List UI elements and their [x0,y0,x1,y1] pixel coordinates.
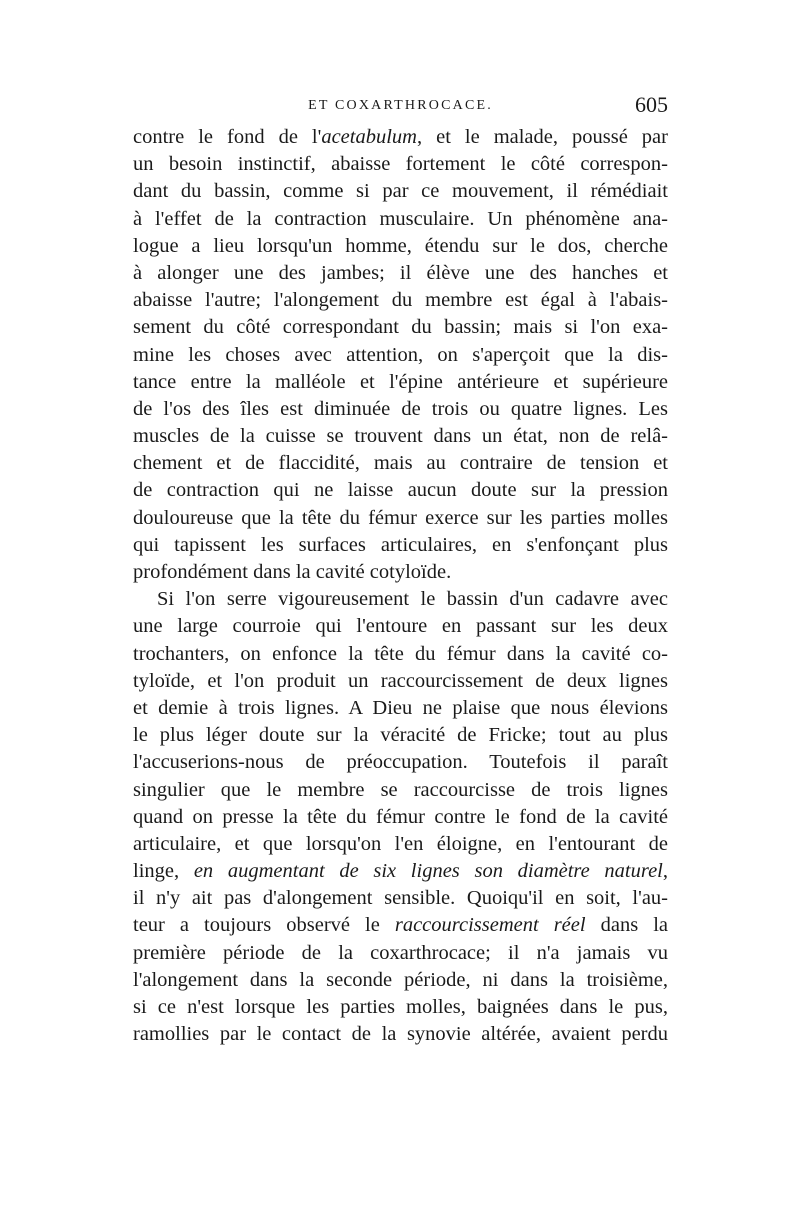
text-line: de contraction qui ne laisse aucun doute sur la pression [133,479,668,502]
text-line: de l'os des îles est diminuée de trois ou quatre lignes. Les [133,397,668,420]
text-line: sement du côté correspondant du bassin; mais si l'on exa- [133,316,668,339]
text-line: tance entre la malléole et l'épine antérieure et supérieure [133,370,668,393]
running-title: ET COXARTHROCACE. [308,98,493,113]
text-line: première période de la coxarthrocace; il n'a jamais vu [133,941,668,964]
text-line: si ce n'est lorsque les parties molles, baignées dans le pus, [133,996,668,1018]
text-line: trochanters, on enfonce la tête du fémur dans la cavité co- [133,642,668,665]
text-line: linge, en augmentant de six lignes son diamètre naturel, [133,860,668,883]
text-line: abaisse l'autre; l'alongement du membre est égal à l'abais- [133,289,668,312]
italic-phrase: raccourcissement réel [394,914,586,937]
text-line: ramollies par le contact de la synovie altérée, avaient perdu [133,1023,668,1046]
body-text [133,124,668,1048]
text-line: logue a lieu lorsqu'un homme, étendu sur le dos, cherche [133,234,668,257]
text-line: l'accuserions-nous de préoccupation. Toutefois il paraît [133,751,668,774]
text-line: muscles de la cuisse se trouvent dans un état, non de relâ- [133,425,668,448]
text-line: articulaire, et que lorsqu'on l'en éloigne, en l'entourant de [133,832,668,855]
text-line: le plus léger doute sur la véracité de Fricke; tout au plus [133,724,668,747]
italic-term: acetabulum [321,126,417,148]
text-line: qui tapissent les surfaces articulaires, en s'enfonçant plus [133,533,668,556]
text-line: il n'y ait pas d'alongement sensible. Quoiqu'il en soit, l'au- [133,887,668,910]
text-line: douloureuse que la tête du fémur exerce sur les parties molles [133,506,668,529]
text-line: singulier que le membre se raccourcisse de trois lignes [133,778,668,801]
text-line: à l'effet de la contraction musculaire. Un phénomène ana- [133,207,668,230]
paragraph-end-line: profondément dans la cavité cotyloïde. [133,561,452,583]
paragraph-start-line: Si l'on serre vigoureusement le bassin d'un cadavre avec [157,588,668,611]
text-line: tyloïde, et l'on produit un raccourcissement de deux lignes [133,669,668,692]
running-head [133,92,668,120]
page-number: 605 [635,92,668,117]
text-line: dant du bassin, comme si par ce mouvement, il rémédiait [133,180,668,203]
text-line: et demie à trois lignes. A Dieu ne plaise que nous élevions [133,696,668,719]
text-line: contre le fond de l'acetabulum, et le malade, poussé par [133,126,668,148]
text-line: à alonger une des jambes; il élève une des hanches et [133,261,668,284]
text-line: une large courroie qui l'entoure en passant sur les deux [133,615,668,638]
text-line: chement et de flaccidité, mais au contraire de tension et [133,452,668,475]
italic-phrase: en augmentant de six lignes son diamètre naturel [193,860,663,883]
text-line: mine les choses avec attention, on s'aperçoit que la dis- [133,343,668,366]
book-page [133,92,668,1048]
text-line: quand on presse la tête du fémur contre le fond de la cavité [133,805,668,828]
text-line: teur a toujours observé le raccourcissement réel dans la [133,914,669,937]
text-line: un besoin instinctif, abaisse fortement le côté correspon- [133,153,668,176]
text-line: l'alongement dans la seconde période, ni dans la troisième, [133,968,668,991]
